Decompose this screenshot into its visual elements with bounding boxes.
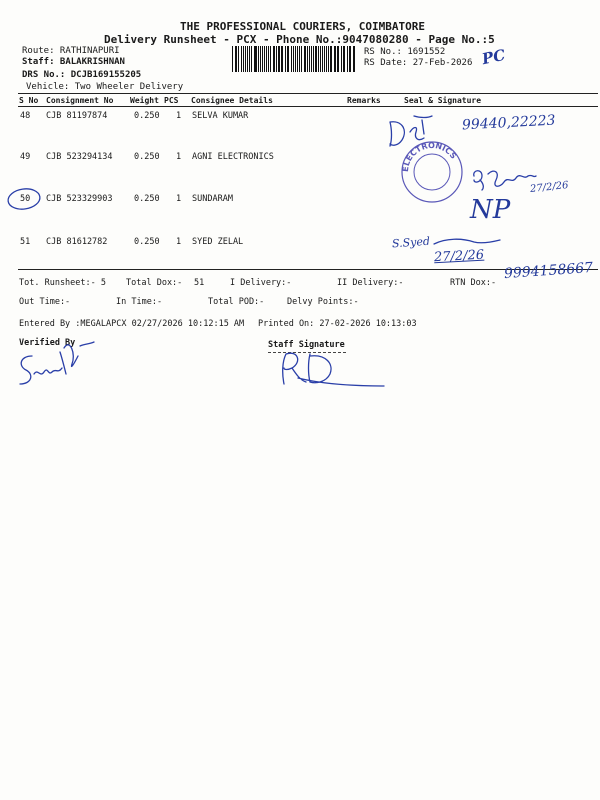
ii-delivery: II Delivery:- xyxy=(337,278,404,288)
table-top-rule xyxy=(18,93,598,94)
company-name: THE PROFESSIONAL COURIERS, COIMBATORE xyxy=(180,20,426,33)
col-header-sno: S No xyxy=(19,96,39,105)
row-48-pcs: 1 xyxy=(176,111,182,121)
verifier-signature xyxy=(14,334,104,390)
stamp-text: ELECTRONICS xyxy=(400,140,459,173)
row-51-date: 27/2/26 xyxy=(433,247,485,266)
row-51-phone: 9994158667 xyxy=(503,259,594,283)
barcode-bar xyxy=(255,46,256,72)
barcode-bar xyxy=(293,46,294,72)
barcode-bar xyxy=(341,46,342,72)
barcode-bar xyxy=(262,46,263,72)
barcode-bar xyxy=(251,46,252,72)
i-delivery: I Delivery:- xyxy=(230,278,292,288)
row-49-seal-stamp xyxy=(400,140,464,204)
row-48-consignee: SELVA KUMAR xyxy=(192,111,249,121)
row-50-sno: 50 xyxy=(20,194,31,204)
row-51-consignee: SYED ZELAL xyxy=(192,237,244,247)
row-51-name-stroke xyxy=(432,236,502,248)
in-time: In Time:- xyxy=(116,297,163,307)
row-48-consignment: CJB 81197874 xyxy=(46,111,108,121)
staff-signature-label: Staff Signature xyxy=(268,340,345,350)
row-48-sno: 48 xyxy=(20,111,31,121)
printed-on: Printed On: 27-02-2026 10:13:03 xyxy=(258,319,417,329)
tot-runsheet: Tot. Runsheet:- 5 xyxy=(19,278,106,288)
runsheet-title: Delivery Runsheet - PCX - Phone No.:9047080280 - Page No.:5 xyxy=(104,33,495,46)
entered-by: Entered By :MEGALAPCX 02/27/2026 10:12:15 AM xyxy=(19,319,245,329)
total-pod: Total POD:- xyxy=(208,297,265,307)
row-50-np-mark: NP xyxy=(470,195,511,225)
barcode-bar xyxy=(282,46,283,72)
row-50-pcs: 1 xyxy=(176,194,182,204)
col-header-consignment: Consignment No xyxy=(46,96,114,105)
barcode-bar xyxy=(270,46,271,72)
barcode-bar xyxy=(238,46,239,72)
col-header-remarks: Remarks xyxy=(347,96,381,105)
barcode-bar xyxy=(324,46,325,72)
barcode-graphic xyxy=(232,46,356,72)
verified-by-label: Verified By xyxy=(19,338,76,348)
total-dox-label: Total Dox:- xyxy=(126,278,183,288)
row-49-pcs: 1 xyxy=(176,152,182,162)
row-49-date: 27/2/26 xyxy=(529,180,570,195)
col-header-seal: Seal & Signature xyxy=(404,96,482,105)
barcode-bar xyxy=(278,46,279,72)
col-header-pcs: PCS xyxy=(164,96,179,105)
row-50-circle-mark xyxy=(6,186,46,212)
total-dox-value: 51 xyxy=(194,278,205,288)
row-49-consignee: AGNI ELECTRONICS xyxy=(192,152,274,162)
barcode-bar xyxy=(288,46,289,72)
rs-date: RS Date: 27-Feb-2026 xyxy=(364,58,473,68)
row-51-pcs: 1 xyxy=(176,237,182,247)
barcode-bar xyxy=(301,46,302,72)
row-50-consignee: SUNDARAM xyxy=(192,194,233,204)
row-51-sno: 51 xyxy=(20,237,31,247)
row-49-sno: 49 xyxy=(20,152,31,162)
barcode-bar xyxy=(241,46,242,72)
row-49-weight: 0.250 xyxy=(134,152,160,162)
barcode-bar xyxy=(232,46,233,72)
route-label: Route: RATHINAPURI xyxy=(22,46,120,56)
table-header-rule xyxy=(18,106,598,107)
barcode-bar xyxy=(299,46,300,72)
barcode-bar xyxy=(347,46,348,72)
row-50-weight: 0.250 xyxy=(134,194,160,204)
row-48-phone: 99440,22223 xyxy=(461,112,556,134)
col-header-weight: Weight xyxy=(130,96,159,105)
barcode-bar xyxy=(315,46,316,72)
row-49-consignment: CJB 523294134 xyxy=(46,152,113,162)
barcode-bar xyxy=(334,46,335,72)
row-51-consignment: CJB 81612782 xyxy=(46,237,108,247)
col-header-consignee: Consignee Details xyxy=(191,96,273,105)
row-50-consignment: CJB 523329903 xyxy=(46,194,113,204)
drs-number: DRS No.: DCJB169155205 xyxy=(22,70,142,80)
row-51-name: S.Syed xyxy=(391,234,431,251)
row-51-weight: 0.250 xyxy=(134,237,160,247)
barcode-bar xyxy=(350,46,351,72)
pc-handwritten-mark: PC xyxy=(480,45,507,69)
rs-number: RS No.: 1691552 xyxy=(364,47,446,57)
row-48-weight: 0.250 xyxy=(134,111,160,121)
delvy-points: Delvy Points:- xyxy=(287,297,359,307)
barcode-bar xyxy=(249,46,250,72)
rtn-dox: RTN Dox:- xyxy=(450,278,497,288)
staff-label: Staff: BALAKRISHNAN xyxy=(22,57,125,67)
barcode-bar xyxy=(309,46,310,72)
staff-handwritten-signature xyxy=(272,348,388,390)
barcode-bar xyxy=(318,46,319,72)
barcode-bar xyxy=(268,46,269,72)
out-time: Out Time:- xyxy=(19,297,71,307)
vehicle-label: Vehicle: Two Wheeler Delivery xyxy=(26,82,184,92)
barcode-bar xyxy=(331,46,332,72)
